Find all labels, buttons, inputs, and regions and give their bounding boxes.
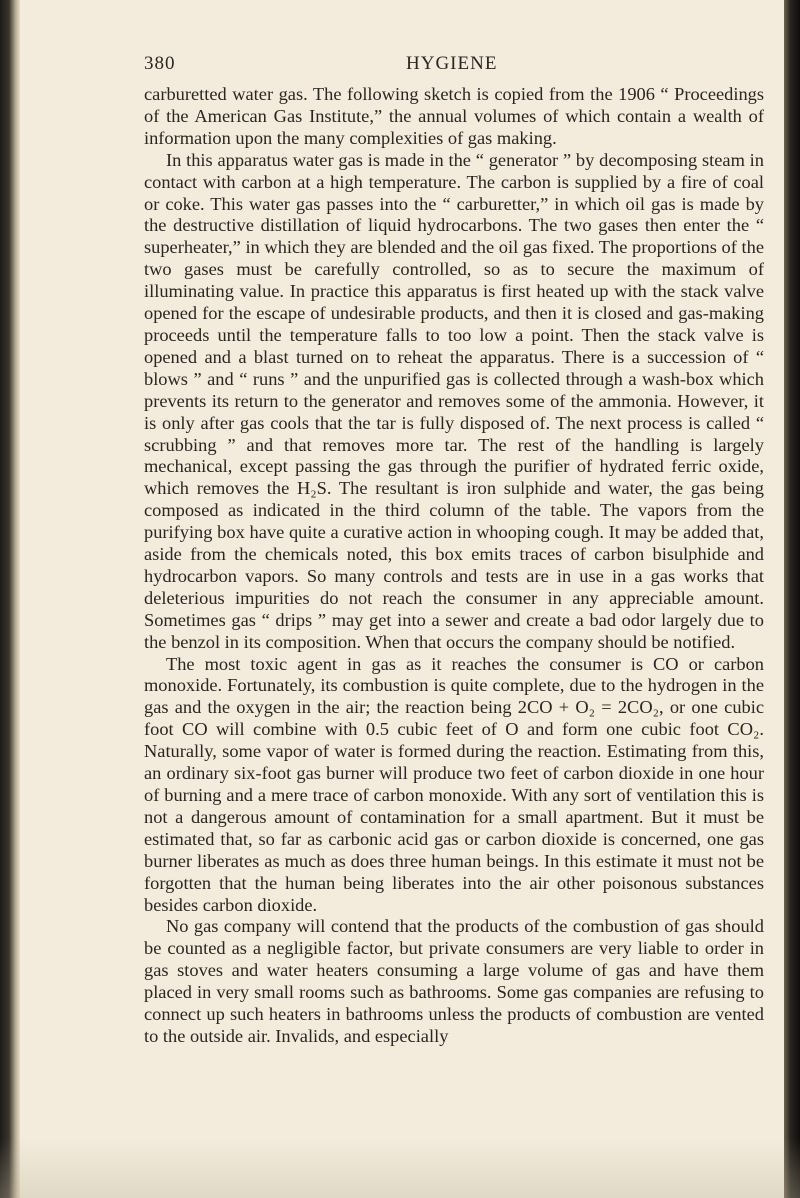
running-head-title: HYGIENE — [406, 53, 498, 74]
paragraph-apparatus: In this apparatus water gas is made in the “ generator ” by decomposing steam in contact with carbon at a high temperature. The carbon is supplied by a fire of coal or coke. This water gas passes into the “ carburetter,” in which oil gas is made by the destructive distillation of liquid hydrocarbons. The two gases then enter the “ superheater,” in which they are blended and the oil gas fixed. The proportions of the two gases must be carefully controlled, so as to secure the maximum of illuminating value. In practice this apparatus is first heated up with the stack valve opened for the escape of undesirable products, and then it is closed and gas-making proceeds until the temperature falls to too low a point. Then the stack valve is opened and a blast turned on to reheat the apparatus. There is a succession of “ blows ” and “ runs ” and the unpurified gas is collected through a wash-box which prevents its return to the generator and removes some of the ammonia. However, it is only after gas cools that the tar is fully disposed of. The next process is called “ scrubbing ” and that removes more tar. The rest of the handling is largely mechanical, except passing the gas through the purifier of hydrated ferric oxide, which removes the H₂S. The resultant is iron sulphide and water, the gas being composed as indicated in the third column of the table. The vapors from the purifying box have quite a curative action in whooping cough. It may be added that, aside from the chemicals noted, this box emits traces of carbon bisulphide and hydrocarbon vapors. So many controls and tests are in use in a gas works that deleterious impurities do not reach the consumer in any appreciable amount. Sometimes gas “ drips ” may get into a sewer and create a bad odor largely due to the benzol in its composition. When that occurs the company should be notified. — [144, 149, 764, 652]
running-head — [144, 53, 764, 79]
page-number: 380 — [144, 53, 176, 74]
paragraph-continued: carburetted water gas. The following sketch is copied from the 1906 “ Proceedings of the American Gas Institute,” the annual volumes of which contain a wealth of information upon the many complexities of gas making. — [144, 84, 764, 148]
body-text — [144, 84, 764, 1048]
page-edge-shadow — [784, 0, 800, 1198]
paragraph-gas-company: No gas company will contend that the products of the combustion of gas should be counted as a negligible factor, but private consumers are very liable to order in gas stoves and water heaters consuming a large volume of gas and have them placed in very small rooms such as bathrooms. Some gas companies are refusing to connect up such heaters in bathrooms unless the products of combustion are vented to the outside air. Invalids, and especially — [144, 916, 764, 1046]
page-bottom-shade — [0, 1138, 800, 1198]
book-binding-edge — [0, 0, 20, 1198]
paragraph-carbon-monoxide: The most toxic agent in gas as it reaches the consumer is CO or carbon monoxide. Fortunately, its combustion is quite complete, due to the hydrogen in the gas and the oxygen in the air; the reaction being 2CO + O₂ = 2CO₂, or one cubic foot CO will combine with 0.5 cubic feet of O and form one cubic foot CO₂. Naturally, some vapor of water is formed during the reaction. Estimating from this, an ordinary six-foot gas burner will produce two feet of carbon dioxide in one hour of burning and a mere trace of carbon monoxide. With any sort of ventilation this is not a dangerous amount of contamination for a small apartment. But it must be estimated that, so far as carbonic acid gas or carbon dioxide is concerned, one gas burner liberates as much as does three human beings. In this estimate it must not be forgotten that the human being liberates into the air other poisonous substances besides carbon dioxide. — [144, 653, 764, 915]
